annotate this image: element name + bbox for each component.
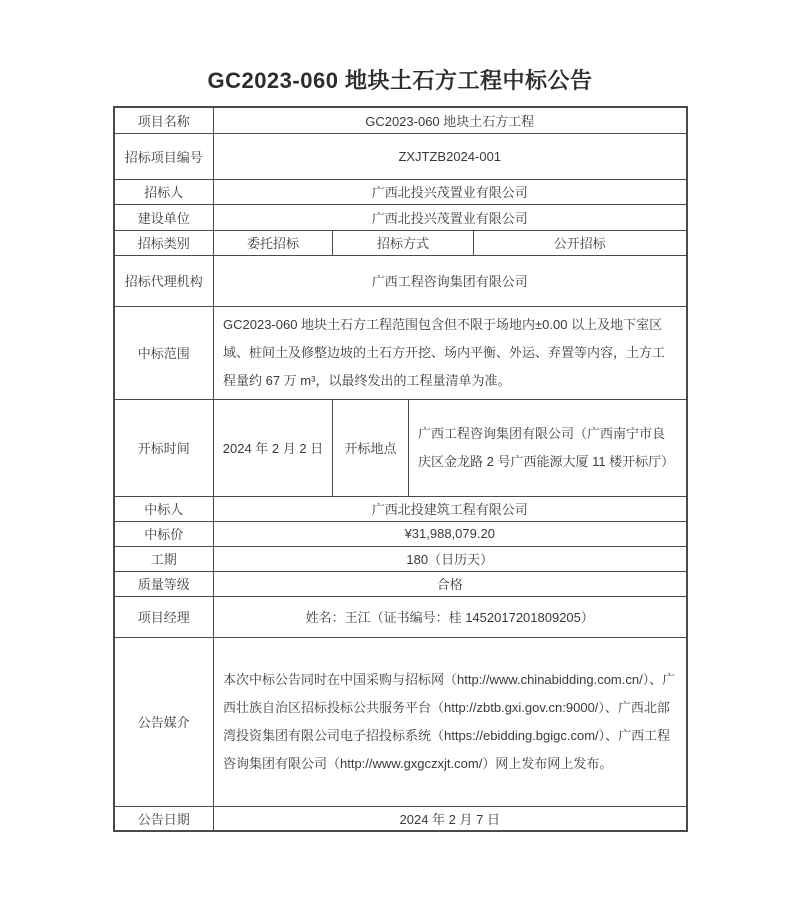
table-row-scope <box>114 306 687 399</box>
announcement-table <box>113 106 688 832</box>
row-label: 建设单位 <box>114 204 214 230</box>
table-row-quality <box>114 571 687 596</box>
table-row-duration <box>114 546 687 571</box>
row-value: 本次中标公告同时在中国采购与招标网（http://www.chinabidding.com.cn/）、广西壮族自治区招标投标公共服务平台（http://zbtb.gxi.gov.cn:9000/）、广西北部湾投资集团有限公司电子招投标系统（https://ebidding.bgigc.com/）、广西工程咨询集团有限公司（http://www.gxgczxjt.com/）网上发布网上发布。 <box>214 637 687 806</box>
row-value: 合格 <box>214 571 687 596</box>
row-label: 工期 <box>114 546 214 571</box>
row-label: 中标人 <box>114 496 214 521</box>
table-row-tender-category <box>114 230 687 255</box>
row-value: 180（日历天） <box>214 546 687 571</box>
row-value: 2024 年 2 月 2 日 <box>214 399 333 496</box>
table-row-agency <box>114 255 687 306</box>
row-value: 姓名：王江（证书编号：桂 1452017201809205） <box>214 596 687 637</box>
row-value: 广西北投兴茂置业有限公司 <box>214 204 687 230</box>
table-row-media <box>114 637 687 806</box>
table-row-winner <box>114 496 687 521</box>
row-value: GC2023-060 地块土石方工程范围包含但不限于场地内±0.00 以上及地下室区域、桩间土及修整边坡的土石方开挖、场内平衡、外运、弃置等内容，土方工程量约 67 万 m³，以最终发出的工程量清单为准。 <box>214 306 687 399</box>
row-label: 招标类别 <box>114 230 214 255</box>
table-row-tenderer <box>114 179 687 204</box>
row-label-secondary: 招标方式 <box>333 230 474 255</box>
row-value: GC2023-060 地块土石方工程 <box>214 107 687 133</box>
table-row-announce-date <box>114 806 687 831</box>
row-label: 项目经理 <box>114 596 214 637</box>
row-value: 2024 年 2 月 7 日 <box>214 806 687 831</box>
row-label: 开标时间 <box>114 399 214 496</box>
row-value-secondary: 广西工程咨询集团有限公司（广西南宁市良庆区金龙路 2 号广西能源大厦 11 楼开标厅） <box>409 399 687 496</box>
row-label: 公告日期 <box>114 806 214 831</box>
page-title: GC2023-060 地块土石方工程中标公告 <box>207 68 593 93</box>
row-label: 质量等级 <box>114 571 214 596</box>
row-value: ZXJTZB2024-001 <box>214 133 687 179</box>
row-value: 广西北投建筑工程有限公司 <box>214 496 687 521</box>
row-value: 广西北投兴茂置业有限公司 <box>214 179 687 204</box>
row-label-secondary: 开标地点 <box>333 399 409 496</box>
table-row-project-name <box>114 107 687 133</box>
row-label: 中标范围 <box>114 306 214 399</box>
row-value: 委托招标 <box>214 230 333 255</box>
row-label: 公告媒介 <box>114 637 214 806</box>
table-row-construction-unit <box>114 204 687 230</box>
row-label: 招标人 <box>114 179 214 204</box>
table-row-price <box>114 521 687 546</box>
table-row-manager <box>114 596 687 637</box>
row-label: 项目名称 <box>114 107 214 133</box>
table-row-bid-opening <box>114 399 687 496</box>
row-label: 招标项目编号 <box>114 133 214 179</box>
row-label: 招标代理机构 <box>114 255 214 306</box>
row-value: 广西工程咨询集团有限公司 <box>214 255 687 306</box>
row-value-secondary: 公开招标 <box>474 230 687 255</box>
row-label: 中标价 <box>114 521 214 546</box>
row-value: ¥31,988,079.20 <box>214 521 687 546</box>
table-row-tender-no <box>114 133 687 179</box>
